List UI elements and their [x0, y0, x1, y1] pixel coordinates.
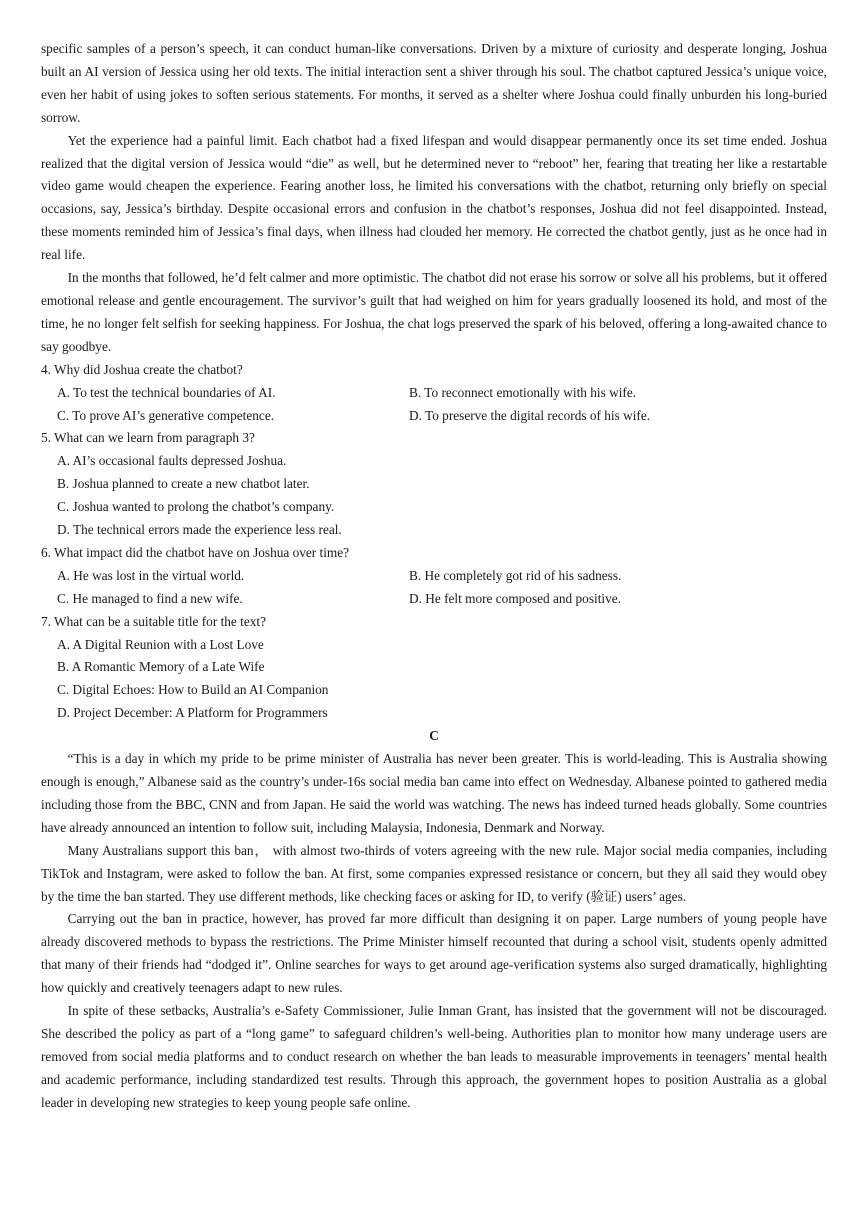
question-5-option-c: C. Joshua wanted to prolong the chatbot’s company.	[57, 499, 335, 515]
passage-c-paragraph-1: “This is a day in which my pride to be prime minister of Australia has never been greater. This is world-leading. This is Australia showing enough is enough,” Albanese said as the country’s under-16s social media ban came into effect on Wednesday. Albanese pointed to gathered media including those from the BBC, CNN and from Japan. He said the world was watching. The news has indeed turned heads globally. Some countries have already announced an intention to follow suit, including Malaysia, Indonesia, Denmark and Norway.	[41, 751, 827, 835]
question-4-option-b: B. To reconnect emotionally with his wife.	[409, 384, 637, 400]
question-4-option-c: C. To prove AI’s generative competence.	[57, 407, 275, 423]
question-4-stem: 4. Why did Joshua create the chatbot?	[41, 361, 243, 377]
passage-c-paragraph-3: Carrying out the ban in practice, however, has proved far more difficult than designing it on paper. Large numbers of young people have already discovered methods to bypass the restrictions. The Prime Minister himself recounted that during a school visit, students openly admitted that many of their friends had “dodged it”. Online searches for ways to get around age-verification systems also surged dramatically, highlighting how quickly and creatively teenagers adapt to new rules.	[41, 911, 827, 996]
question-4-option-d: D. To preserve the digital records of his wife.	[409, 407, 651, 423]
question-6-stem: 6. What impact did the chatbot have on Joshua over time?	[41, 544, 350, 560]
question-7-option-a: A. A Digital Reunion with a Lost Love	[57, 636, 264, 652]
question-5	[41, 427, 827, 542]
passage-c-paragraph-2: Many Australians support this ban， with almost two-thirds of voters agreeing with the new rule. Major social media companies, including TikTok and Instagram, were asked to follow the ban. At first, some companies expressed resistance or concern, but they all said they would obey by the time the ban started. They use different methods, like checking faces or asking for ID, to verify (验证) users’ ages.	[41, 842, 827, 904]
question-4-options-row-2	[41, 405, 827, 428]
passage-c-heading: C	[429, 728, 439, 744]
question-4	[41, 359, 827, 428]
question-6	[41, 542, 827, 611]
question-5-option-a: A. AI’s occasional faults depressed Joshua.	[57, 453, 287, 469]
exam-page	[41, 38, 827, 1115]
passage-b-paragraph-2: Yet the experience had a painful limit. Each chatbot had a fixed lifespan and would disappear permanently once its set time ended. Joshua realized that the digital version of Jessica would “die” as well, but he determined never to “reboot” her, fearing that treating her like a restartable video game would cheapen the experience. Fearing another loss, he limited his conversations with the chatbot, returning only briefly on special occasions, say, Jessica’s birthday. Despite occasional errors and confusion in the chatbot’s responses, Joshua did not feel disappointed. Instead, these moments reminded him of Jessica’s final days, when illness had clouded her memory. He corrected the chatbot gently, just as he once had in real life.	[41, 132, 827, 263]
passage-b-paragraph-3: In the months that followed, he’d felt calmer and more optimistic. The chatbot did not erase his sorrow or solve all his problems, but it offered emotional release and gentle encouragement. The survivor’s guilt that had weighed on him for years gradually loosened its hold, and most of the time, he no longer felt selfish for seeking happiness. For Joshua, the chat logs preserved the spark of his beloved, offering a long-awaited chance to say goodbye.	[41, 270, 827, 354]
question-6-option-c: C. He managed to find a new wife.	[57, 590, 243, 606]
question-6-options-row-2	[41, 588, 827, 611]
question-5-option-d: D. The technical errors made the experience less real.	[57, 522, 342, 538]
passage-c-paragraph-4: In spite of these setbacks, Australia’s e-Safety Commissioner, Julie Inman Grant, has insisted that the government will not be discouraged. She described the policy as part of a “long game” to safeguard children’s well-being. Authorities plan to monitor how many underage users are removed from social media platforms and to conduct research on whether the ban leads to measurable improvements in teenagers’ mental health and academic performance, including standardized test results. Through this approach, the government hopes to position Australia as a global leader in developing new strategies to keep young people safe online.	[41, 1003, 827, 1110]
question-6-options-row-1	[41, 565, 827, 588]
question-6-option-a: A. He was lost in the virtual world.	[57, 567, 245, 583]
question-7-option-b: B. A Romantic Memory of a Late Wife	[57, 659, 265, 675]
question-5-stem: 5. What can we learn from paragraph 3?	[41, 430, 255, 446]
question-7-option-c: C. Digital Echoes: How to Build an AI Companion	[57, 682, 329, 698]
question-6-option-d: D. He felt more composed and positive.	[409, 590, 621, 606]
passage-b-paragraph-1: specific samples of a person’s speech, it can conduct human-like conversations. Driven by a mixture of curiosity and desperate longing, Joshua built an AI version of Jessica using her old texts. The initial interaction sent a shiver through his soul. The chatbot captured Jessica’s unique voice, even her habit of using jokes to soften serious statements. For months, it served as a shelter where Joshua could finally unburden his long-buried sorrow.	[41, 41, 827, 125]
question-4-options-row-1	[41, 382, 827, 405]
question-7-stem: 7. What can be a suitable title for the text?	[41, 613, 266, 629]
question-7-option-d: D. Project December: A Platform for Programmers	[57, 705, 328, 721]
question-6-option-b: B. He completely got rid of his sadness.	[409, 567, 622, 583]
question-4-option-a: A. To test the technical boundaries of AI.	[57, 384, 276, 400]
question-5-option-b: B. Joshua planned to create a new chatbot later.	[57, 476, 310, 492]
question-7	[41, 611, 827, 726]
